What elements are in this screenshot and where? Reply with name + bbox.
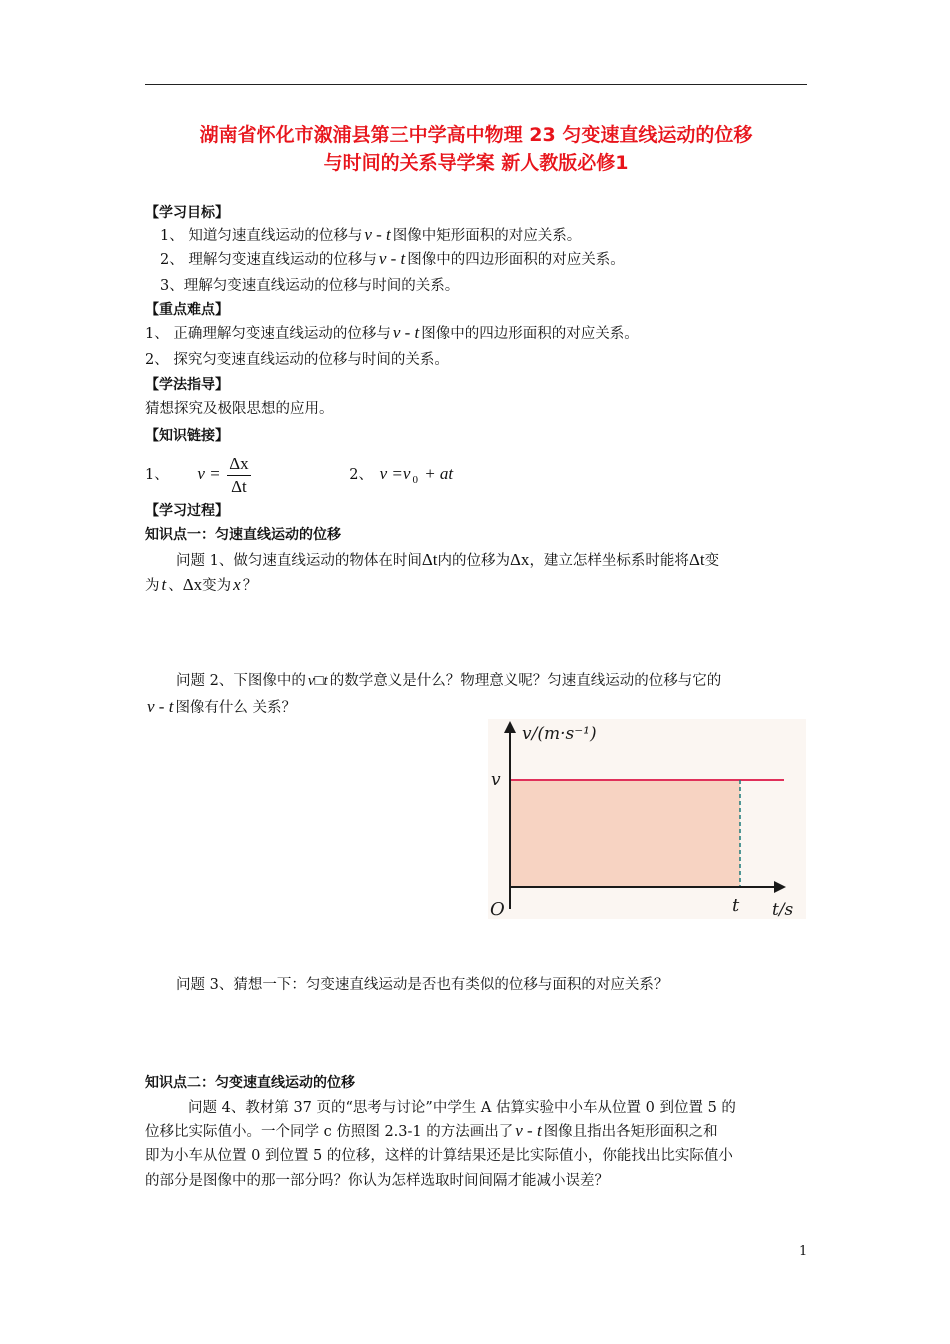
delta-t-symbol: Δt: [421, 550, 438, 569]
formula-row: [145, 450, 455, 498]
vt-symbol: v - t: [515, 1121, 542, 1140]
fraction-denominator: Δt: [231, 476, 247, 496]
q4-text-b: 图像且指出各矩形面积之和: [543, 1124, 718, 1140]
vt-symbol: v - t: [392, 323, 420, 342]
x-symbol: x: [233, 575, 241, 594]
question-4-line3: 即为小车从位置 0 到位置 5 的位移，这样的计算结果还是比实际值小，你能找出比实际值小: [145, 1148, 733, 1164]
knowledge-point-1: 知识点一：匀速直线运动的位移: [145, 527, 341, 543]
question-4-line4: 的部分是图像中的那一部分吗？你认为怎样选取时间间隔才能减小误差？: [145, 1173, 609, 1189]
question-2-line2: [145, 696, 296, 719]
delta-t-symbol: Δt: [688, 550, 705, 569]
goal-item-1: [160, 224, 581, 247]
q1-text-e: 为: [145, 578, 160, 594]
v-box-t-symbol: v□t: [307, 673, 328, 689]
goal-1-post: 图像中矩形面积的对应关系。: [392, 228, 582, 244]
process-heading: 【学习过程】: [145, 503, 229, 519]
delta-x-symbol: Δx: [510, 550, 530, 569]
displacement-area: [510, 780, 740, 887]
knowledge-link-heading: 【知识链接】: [145, 428, 229, 444]
formula-2-number: 2、: [349, 467, 374, 483]
vt-symbol: v - t: [147, 697, 174, 716]
origin-label: O: [490, 899, 505, 919]
goals-heading: 【学习目标】: [145, 205, 229, 221]
formula-2-a: v =v: [379, 464, 411, 483]
formula-2-sub: 0: [412, 473, 418, 486]
q2-text-a: 问题 2、下图像中的: [176, 673, 306, 689]
v-tick-label: v: [491, 770, 501, 790]
q1-text-h: ？: [242, 578, 258, 594]
q1-text-a: 问题 1、做匀速直线运动的物体在时间: [176, 553, 422, 569]
formula-1-lhs: v =: [197, 464, 221, 483]
vt-symbol: v - t: [364, 225, 391, 244]
goal-2-pre: 2、 理解匀变速直线运动的位移与: [160, 252, 377, 268]
question-3: 问题 3、猜想一下：匀变速直线运动是否也有类似的位移与面积的对应关系？: [176, 977, 669, 993]
keypoint-1-pre: 1、 正确理解匀变速直线运动的位移与: [145, 326, 391, 342]
q1-text-b: 内的位移为: [437, 553, 510, 569]
q1-text-f: 、: [168, 578, 183, 594]
goal-item-3: 3、理解匀变速直线运动的位移与时间的关系。: [160, 278, 460, 294]
question-4-line2: [145, 1120, 718, 1143]
keypoint-item-2: 2、 探究匀变速直线运动的位移与时间的关系。: [145, 352, 449, 368]
formula-2-b: + at: [419, 464, 454, 483]
doc-title-line1: 湖南省怀化市溆浦县第三中学高中物理 23 匀变速直线运动的位移: [199, 124, 753, 146]
formula-1-fraction: [227, 453, 250, 498]
fraction-numerator: Δx: [227, 453, 250, 476]
vt-symbol: v - t: [378, 249, 406, 268]
doc-title-line2: 与时间的关系导学案 新人教版必修1: [323, 152, 629, 174]
keypoint-item-1: [145, 322, 639, 345]
q1-text-d: 变: [704, 553, 720, 569]
knowledge-point-2: 知识点二：匀变速直线运动的位移: [145, 1075, 355, 1091]
x-axis-label: t/s: [772, 900, 794, 919]
t-tick-label: t: [732, 895, 740, 916]
goal-item-2: [160, 248, 625, 271]
q1-text-c: ，建立怎样坐标系时能将: [529, 553, 689, 569]
question-2-line1: [176, 670, 721, 692]
velocity-time-graph: [488, 719, 806, 919]
method-heading: 【学法指导】: [145, 377, 229, 393]
y-axis-label: v/(m·s⁻¹): [522, 724, 597, 744]
method-text: 猜想探究及极限思想的应用。: [145, 401, 334, 417]
q4-text-a: 位移比实际值小。一个同学 c 仿照图 2.3-1 的方法画出了: [145, 1124, 514, 1140]
page-number: 1: [799, 1244, 808, 1259]
keypoint-1-post: 图像中的四边形面积的对应关系。: [421, 326, 639, 342]
delta-x-symbol: Δx: [182, 575, 203, 594]
q2-text-b: 的数学意义是什么？物理意义呢？匀速直线运动的位移与它的: [329, 673, 722, 689]
question-1-line1: [176, 549, 719, 572]
top-rule: [145, 84, 807, 85]
question-1-line2: [145, 574, 257, 597]
t-symbol: t: [161, 575, 167, 594]
q1-text-g: 变为: [202, 578, 232, 594]
q2-text-c: 图像有什么 关系？: [175, 700, 297, 716]
goal-1-pre: 1、 知道匀速直线运动的位移与: [160, 228, 363, 244]
formula-1-number: 1、: [145, 467, 169, 483]
goal-2-post: 图像中的四边形面积的对应关系。: [407, 252, 625, 268]
question-4-line1: 问题 4、教材第 37 页的“思考与讨论”中学生 A 估算实验中小车从位置 0 到位置 5 的: [188, 1100, 736, 1116]
keypoints-heading: 【重点难点】: [145, 302, 229, 318]
